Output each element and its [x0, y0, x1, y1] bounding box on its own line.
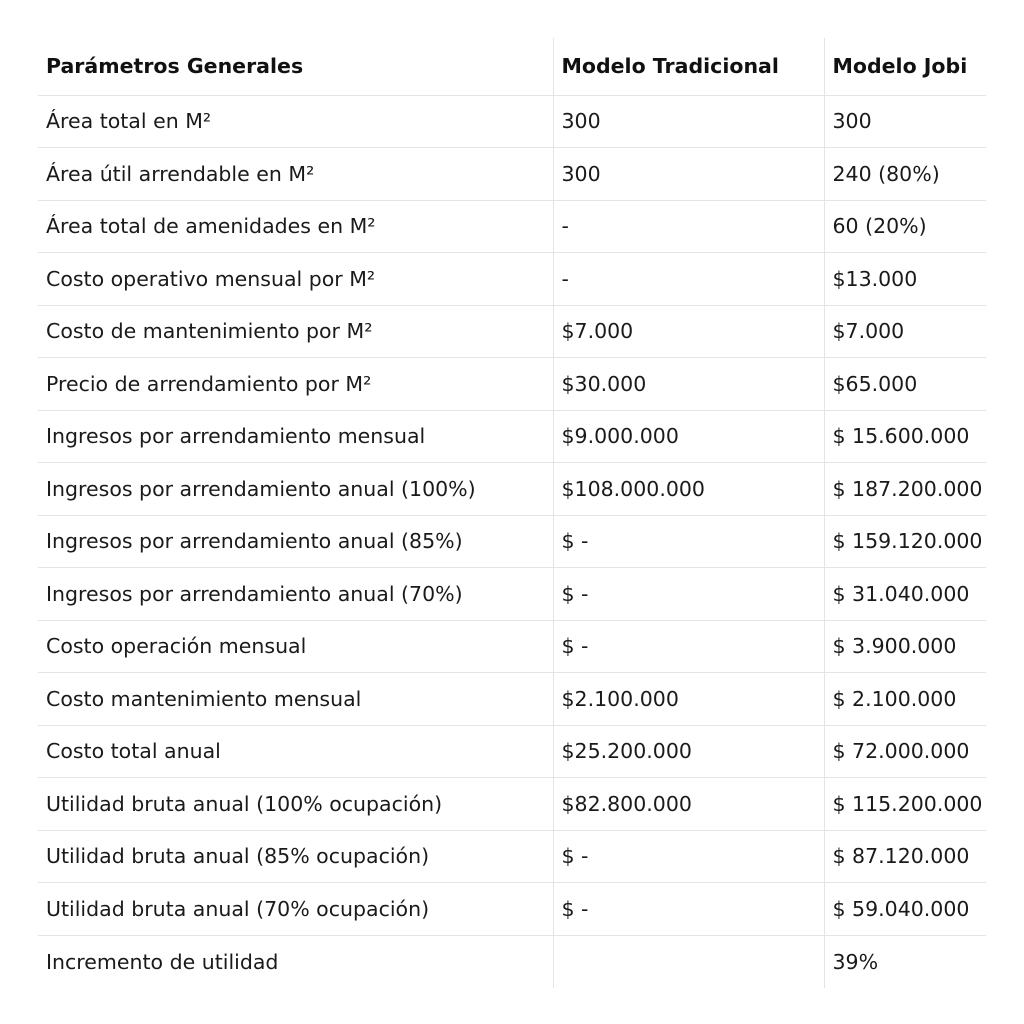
traditional-value-cell: $82.800.000: [553, 778, 824, 831]
parameter-cell: Costo operativo mensual por M²: [38, 253, 553, 306]
parameter-cell: Utilidad bruta anual (70% ocupación): [38, 883, 553, 936]
jobi-value-cell: $ 87.120.000: [824, 830, 986, 883]
traditional-value-cell: $9.000.000: [553, 410, 824, 463]
parameter-cell: Ingresos por arrendamiento mensual: [38, 410, 553, 463]
jobi-value-cell: $ 115.200.000: [824, 778, 986, 831]
parameter-cell: Incremento de utilidad: [46, 949, 279, 974]
parameters-table-container: [38, 38, 986, 988]
table-row: [38, 253, 986, 306]
table-row: [38, 935, 986, 988]
table-row: [38, 410, 986, 463]
jobi-value-cell: $ 2.100.000: [824, 673, 986, 726]
parameter-cell: Ingresos por arrendamiento anual (70%): [38, 568, 553, 621]
table-row: [38, 200, 986, 253]
jobi-value-cell: $ 3.900.000: [824, 620, 986, 673]
traditional-value-cell: $ -: [553, 620, 824, 673]
table-body: [38, 95, 986, 988]
parameter-cell: Utilidad bruta anual (100% ocupación): [38, 778, 553, 831]
parameter-cell: Precio de arrendamiento por M²: [38, 358, 553, 411]
jobi-value-cell: $65.000: [824, 358, 986, 411]
traditional-value-cell: $2.100.000: [553, 673, 824, 726]
parameter-cell: Costo de mantenimiento por M²: [38, 305, 553, 358]
traditional-value-cell: $ -: [553, 883, 824, 936]
table-row: [38, 463, 986, 516]
parameter-cell: Costo operación mensual: [38, 620, 553, 673]
table-row: [38, 778, 986, 831]
table-row: [38, 305, 986, 358]
table-row: [38, 830, 986, 883]
header-traditional-model: Modelo Tradicional: [553, 38, 824, 95]
traditional-value-cell: $108.000.000: [553, 463, 824, 516]
traditional-value-cell: $ -: [553, 515, 824, 568]
traditional-value-cell: -: [553, 253, 824, 306]
table-row: [38, 568, 986, 621]
parameter-cell: Ingresos por arrendamiento anual (100%): [38, 463, 553, 516]
jobi-value-cell: $ 72.000.000: [824, 725, 986, 778]
header-row: [38, 38, 986, 95]
table-row: [38, 620, 986, 673]
table-row: [38, 358, 986, 411]
traditional-value-cell: $7.000: [553, 305, 824, 358]
parameters-comparison-table: [38, 38, 986, 988]
traditional-value-cell: 300: [553, 95, 824, 148]
table-row: [38, 673, 986, 726]
traditional-value-cell: 300: [553, 148, 824, 201]
table-row: [38, 148, 986, 201]
parameter-cell: Costo mantenimiento mensual: [38, 673, 553, 726]
jobi-value-cell: 60 (20%): [824, 200, 986, 253]
traditional-value-cell: $30.000: [553, 358, 824, 411]
jobi-value-cell: $7.000: [824, 305, 986, 358]
traditional-value-cell: $ -: [553, 568, 824, 621]
table-header: [38, 38, 986, 95]
jobi-value-cell: $ 59.040.000: [824, 883, 986, 936]
parameter-cell: Área total en M²: [38, 95, 553, 148]
header-parameters: Parámetros Generales: [38, 38, 553, 95]
parameter-cell: Ingresos por arrendamiento anual (85%): [38, 515, 553, 568]
parameter-cell: Costo total anual: [38, 725, 553, 778]
traditional-value-cell: $ -: [553, 830, 824, 883]
table-row: [38, 515, 986, 568]
header-jobi-model: Modelo Jobi: [824, 38, 986, 95]
jobi-value-cell: $ 15.600.000: [824, 410, 986, 463]
jobi-value-cell: 300: [824, 95, 986, 148]
traditional-value-cell: $25.200.000: [553, 725, 824, 778]
jobi-value-cell: $ 31.040.000: [824, 568, 986, 621]
jobi-value-cell: 39%: [824, 935, 986, 988]
table-row: [38, 725, 986, 778]
jobi-value-cell: 240 (80%): [824, 148, 986, 201]
jobi-value-cell: $ 187.200.000: [824, 463, 986, 516]
parameter-cell: Utilidad bruta anual (85% ocupación): [38, 830, 553, 883]
parameter-cell: Área total de amenidades en M²: [38, 200, 553, 253]
traditional-value-cell: -: [553, 200, 824, 253]
jobi-value-cell: $13.000: [824, 253, 986, 306]
table-row: [38, 95, 986, 148]
table-row: [38, 883, 986, 936]
jobi-value-cell: $ 159.120.000: [824, 515, 986, 568]
parameter-cell: Área útil arrendable en M²: [38, 148, 553, 201]
traditional-value-cell: [553, 935, 824, 988]
